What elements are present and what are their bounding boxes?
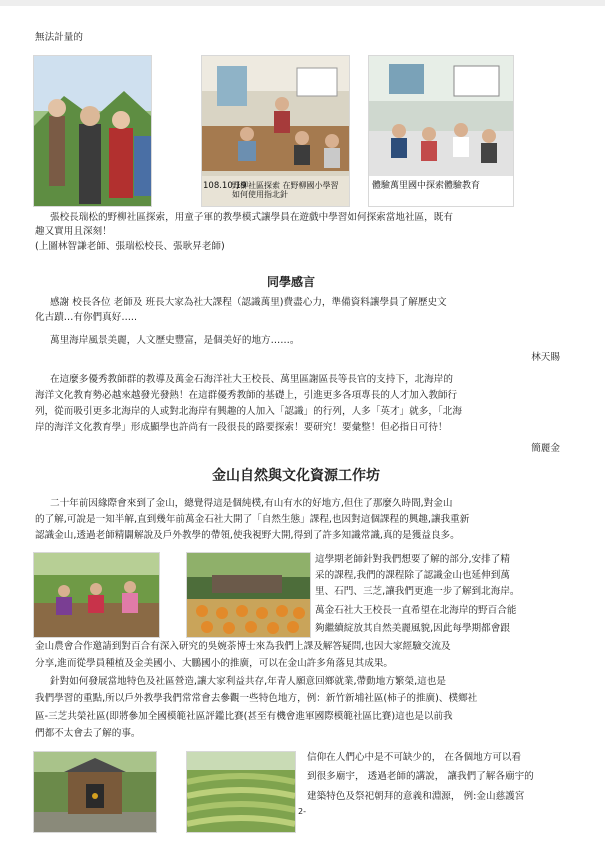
s2-right-line2: 采的課程,我們的課程除了認識金山也延伸到萬 — [315, 570, 510, 581]
farm-photo — [33, 552, 160, 638]
s2-right-line3: 里、石門、三芝,讓我們更進一步了解到北海岸。 — [315, 586, 520, 597]
s2-bottom-line2: 到很多廟宇， 透過老師的講說， 讓我們了解各廟宇的 — [307, 771, 534, 782]
p1-line1: 張校長瑞松的野柳社區探索，用童子軍的教學模式讓學員在遊戲中學習如何探索當地社區，既有 — [50, 212, 453, 223]
s2-right-line5: 夠繼續綻放其自然美麗風貌,因此每學期都會跟 — [315, 623, 510, 634]
s2-line9: 們都不太會去了解的事。 — [35, 728, 141, 739]
top-line: 無法計量的 — [35, 32, 83, 43]
section-title-jinshan: 金山自然與文化資源工作坊 — [212, 468, 380, 484]
s2-line3: 認識金山,透過老師精闢解說及戶外教學的帶領,使我視野大開,得到了許多知識常識,真的是獲益良多。 — [35, 530, 460, 541]
s1-p2-line4: 岸的海洋文化教育學」形成顯學也許尚有一段很長的路要探索！要研究！要彙整！但必指日可待！ — [35, 422, 448, 433]
harvest-photo — [186, 552, 311, 638]
s2-bottom-line3: 建築特色及祭祀朝拜的意義和淵源， 例:金山慈護宮 — [307, 791, 525, 802]
s1-line1: 感謝 校長各位 老師及 班長大家為社大課程（認識萬里)費盡心力，準備資料讓學員了解歷史文 — [50, 297, 447, 308]
top-border — [0, 0, 605, 6]
s1-signature-2: 簡麗金 — [531, 443, 560, 454]
terrace-field-photo — [186, 751, 296, 833]
s2-line6: 針對如何發展當地特色及社區營造,讓大家利益共存,年青人願意回鄉就業,帶動地方繁榮,這也是 — [50, 676, 446, 687]
s2-bottom-line1: 信仰在人們心中是不可缺少的， 在各個地方可以看 — [307, 752, 522, 763]
caption-date: 108.10.19 — [203, 181, 247, 191]
s1-p2-line2: 海洋文化教育勢必越來越發光發熱！在這群優秀教師的基礎上，引進更多各項專長的人才加入教師行 — [35, 390, 458, 401]
s2-right-line1: 這學期老師針對我們想要了解的部分,安排了精 — [315, 554, 510, 565]
caption-classroom-1: 野柳社區探索 在野柳國小學習如何使用指北針 — [232, 181, 339, 199]
s2-line7: 我們學習的重點,所以戶外教學我們常常會去參觀一些特色地方，例：新竹新埔社區(柿子的推廣)、樸鄉社 — [35, 693, 478, 704]
s2-right-line4: 萬金石社大王校長一直希望在北海岸的野百合能 — [315, 605, 517, 616]
s2-line2: 的了解,可說是一知半解,直到幾年前萬金石社大開了「自然生態」課程,也因對這個課程的興趣,讓我重新 — [35, 514, 470, 525]
shrine-photo — [33, 751, 157, 833]
section-title-classmates: 同學感言 — [267, 275, 316, 289]
page-number: 2- — [298, 807, 306, 816]
s2-line5: 分享,進而從學員種植及金美國小、大鵬國小的推廣，可以在金山許多角落見其成果。 — [35, 658, 394, 669]
school-trail-photo — [33, 55, 152, 207]
p1-line3: (上圖林智謙老師、張瑞松校長、張耿昇老師) — [35, 241, 225, 252]
s2-line4: 金山農會合作邀請到對百合有深入研究的吳婉荼博士來為我們上課及解答疑問,也因大家經驗交流及 — [35, 641, 451, 652]
s1-signature-1: 林天賜 — [531, 352, 560, 363]
s1-line3: 萬里海岸風景美麗，人文歷史豐富，是個美好的地方……。 — [50, 335, 300, 346]
s1-line2: 化古蹟…有你們真好….. — [35, 312, 138, 323]
p1-line2: 趣又實用且深刻！ — [35, 226, 112, 237]
s1-p2-line3: 列，從而吸引更多北海岸的人或對北海岸有興趣的人加入「認識」的行列，人多「英才」就多，「北海 — [35, 406, 462, 417]
s2-line1: 二十年前因緣際會來到了金山，總覺得這是個純樸,有山有水的好地方,但住了那麼久時間,對金山 — [50, 498, 453, 509]
s1-p2-line1: 在這麼多優秀教師群的教導及萬金石海洋社大王校長、萬里區謝區長等長官的支持下，北海岸的 — [50, 374, 453, 385]
caption-classroom-2: 體驗萬里國中探索體驗教育 — [372, 181, 481, 191]
s2-line8: 區-三芝共榮社區(即將參加全國模範社區評鑑比賽(甚至有機會進軍國際模範社區比賽)這也是以前我 — [35, 711, 453, 722]
